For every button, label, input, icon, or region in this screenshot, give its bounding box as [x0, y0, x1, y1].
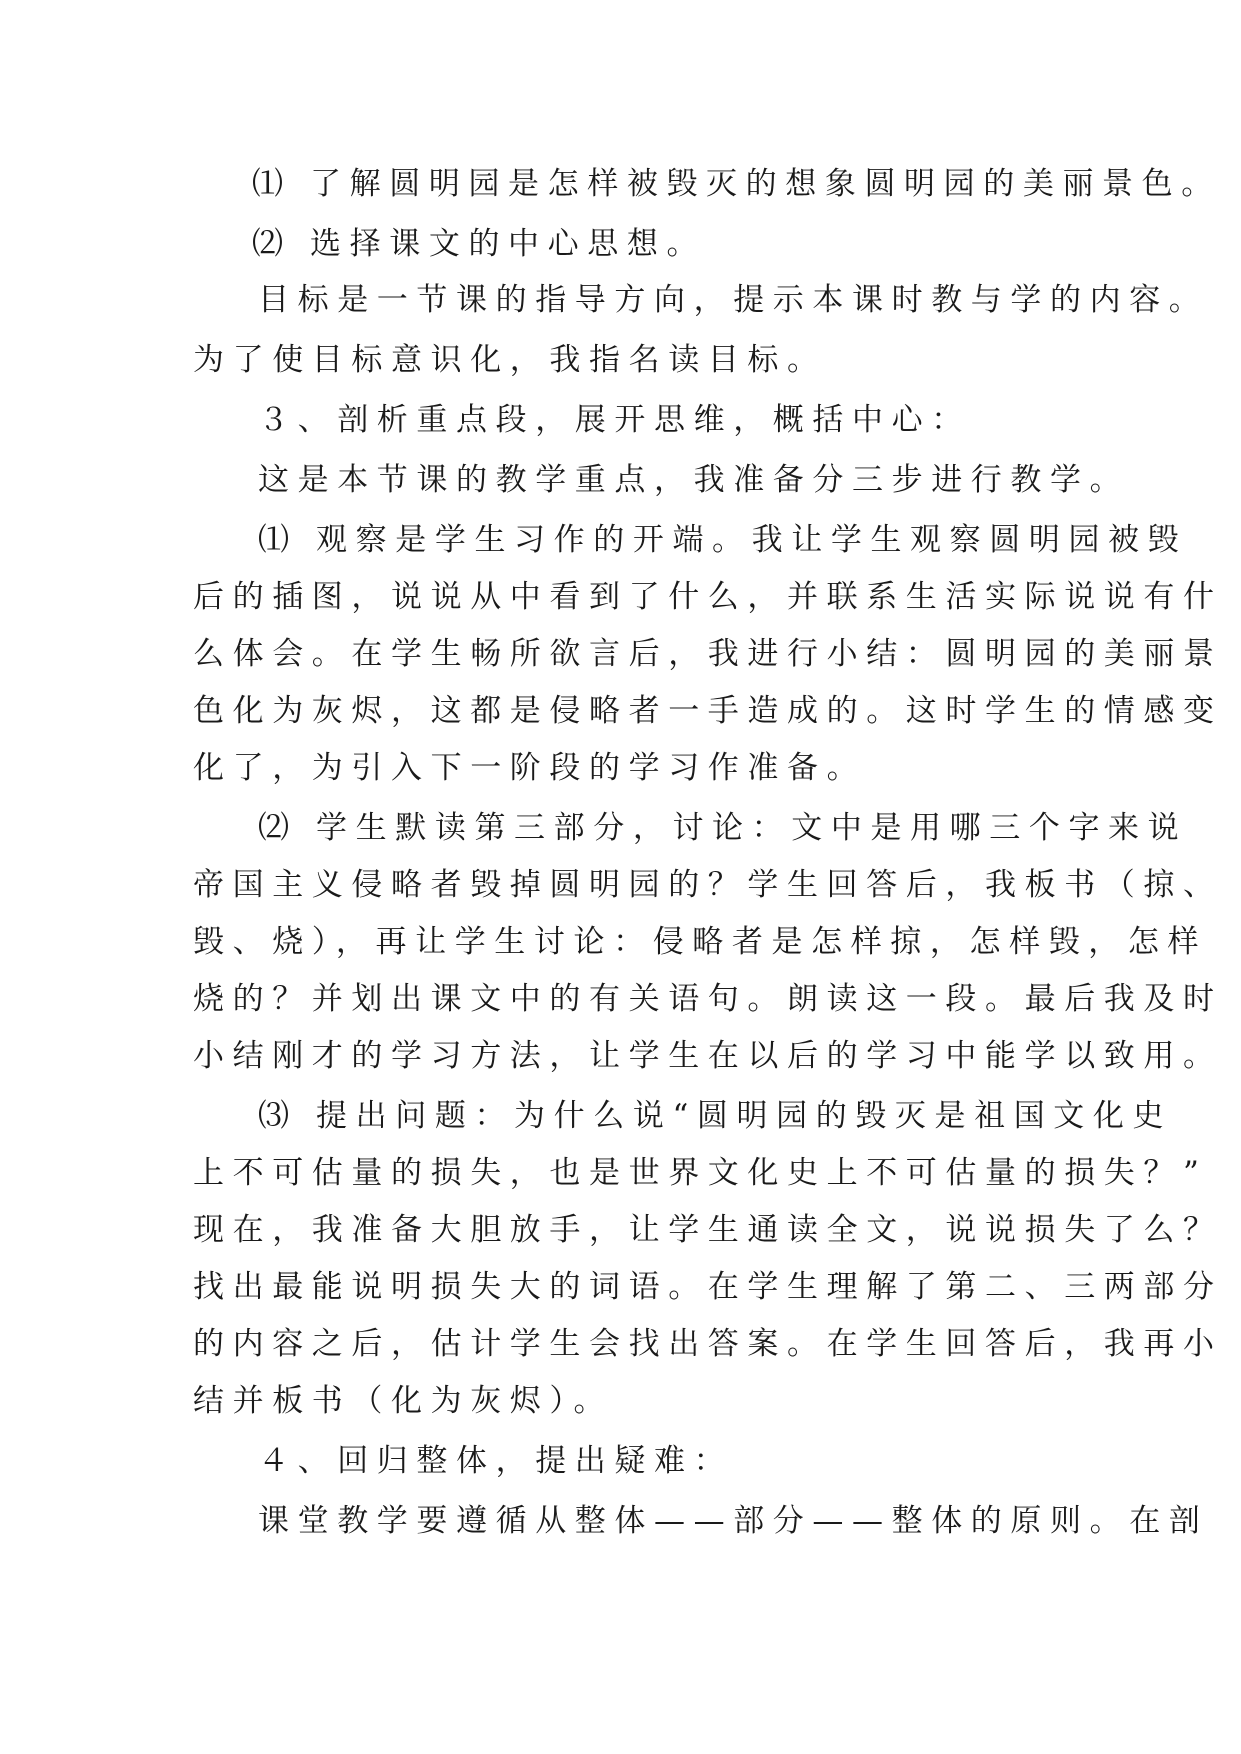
list-item-1: ⑴ 观察是学生习作的开端。我让学生观察圆明园被毁 [258, 522, 1188, 558]
list-item-3: ⑶ 提出问题：为什么说“圆明园的毁灭是祖国文化史 [258, 1098, 1173, 1134]
section-heading-4: ４、回归整体，提出疑难： [258, 1443, 734, 1479]
section-heading-3: ３、剖析重点段，展开思维，概括中心： [258, 402, 971, 438]
paragraph-line: 课堂教学要遵循从整体——部分——整体的原则。在剖 [258, 1503, 1209, 1539]
paragraph-line: 这是本节课的教学重点，我准备分三步进行教学。 [258, 462, 1130, 498]
list-item-1: ⑴ 了解圆明园是怎样被毁灭的想象圆明园的美丽景色。 [252, 166, 1221, 202]
list-item-2: ⑵ 学生默读第三部分，讨论：文中是用哪三个字来说 [258, 810, 1188, 846]
paragraph-line: 小结刚才的学习方法，让学生在以后的学习中能学以致用。 [193, 1038, 1223, 1074]
paragraph-line: 目标是一节课的指导方向，提示本课时教与学的内容。 [258, 282, 1209, 318]
paragraph-line: 现在，我准备大胆放手，让学生通读全文，说说损失了么？ [193, 1212, 1223, 1248]
paragraph-line: 么体会。在学生畅所欲言后，我进行小结：圆明园的美丽景 [193, 636, 1223, 672]
paragraph-line: 为了使目标意识化，我指名读目标。 [193, 342, 827, 378]
paragraph-line: 帝国主义侵略者毁掉圆明园的？学生回答后，我板书（掠、 [193, 867, 1223, 903]
paragraph-line: 上不可估量的损失，也是世界文化史上不可估量的损失？” [193, 1155, 1208, 1191]
paragraph-line: 的内容之后，估计学生会找出答案。在学生回答后，我再小 [193, 1326, 1223, 1362]
paragraph-line: 结并板书（化为灰烬）。 [193, 1383, 614, 1419]
paragraph-line: 化了，为引入下一阶段的学习作准备。 [193, 750, 867, 786]
paragraph-line: 毁、烧），再让学生讨论：侵略者是怎样掠，怎样毁，怎样 [193, 924, 1208, 960]
list-item-2: ⑵ 选择课文的中心思想。 [252, 226, 707, 262]
paragraph-line: 后的插图，说说从中看到了什么，并联系生活实际说说有什 [193, 579, 1223, 615]
paragraph-line: 烧的？并划出课文中的有关语句。朗读这一段。最后我及时 [193, 981, 1223, 1017]
paragraph-line: 找出最能说明损失大的词语。在学生理解了第二、三两部分 [193, 1269, 1223, 1305]
paragraph-line: 色化为灰烬，这都是侵略者一手造成的。这时学生的情感变 [193, 693, 1223, 729]
